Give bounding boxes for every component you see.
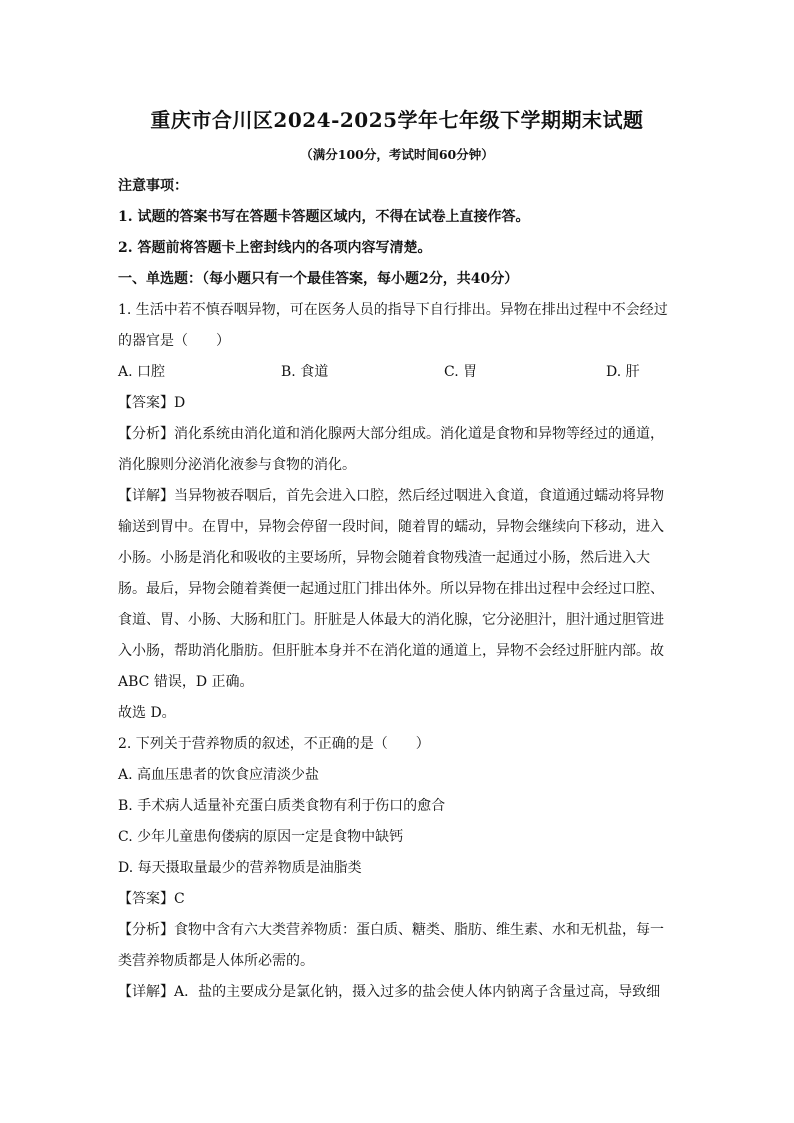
section-heading: 一、单选题：（每小题只有一个最佳答案，每小题2分，共40分） <box>118 271 519 287</box>
q2-analysis-line-1: 【分析】食物中含有六大类营养物质：蛋白质、糖类、脂肪、维生素、水和无机盐，每一 <box>118 922 664 938</box>
q1-conclusion: 故选 D。 <box>118 705 176 721</box>
notes-item-2: 2. 答题前将答题卡上密封线内的各项内容写清楚。 <box>118 240 432 256</box>
q1-option-c: C. 胃 <box>444 364 478 380</box>
q2-option-a: A. 高血压患者的饮食应清淡少盐 <box>118 767 320 783</box>
q1-detail-line-1: 【详解】当异物被吞咽后，首先会进入口腔，然后经过咽进入食道，食道通过蠕动将异物 <box>118 488 664 504</box>
q2-option-d: D. 每天摄取量最少的营养物质是油脂类 <box>118 860 362 876</box>
q1-option-b: B. 食道 <box>281 364 329 380</box>
q1-analysis-line-2: 消化腺则分泌消化液参与食物的消化。 <box>118 457 356 473</box>
q1-detail-line-5: 食道、胃、小肠、大肠和肛门。肝脏是人体最大的消化腺，它分泌胆汁，胆汁通过胆管进 <box>118 612 664 628</box>
q1-answer: 【答案】D <box>118 395 186 411</box>
q1-option-d: D. 肝 <box>606 364 640 380</box>
q1-detail-line-6: 入小肠，帮助消化脂肪。但肝脏本身并不在消化道的通道上，异物不会经过肝脏内部。故 <box>118 643 664 659</box>
page-subtitle: （满分100分，考试时间60分钟） <box>300 147 494 162</box>
q1-detail-line-2: 输送到胃中。在胃中，异物会停留一段时间，随着胃的蠕动，异物会继续向下移动，进入 <box>118 519 664 535</box>
q2-option-c: C. 少年儿童患佝偻病的原因一定是食物中缺钙 <box>118 829 404 845</box>
q2-stem: 2. 下列关于营养物质的叙述，不正确的是（ ） <box>118 736 430 752</box>
q1-detail-line-7: ABC 错误，D 正确。 <box>118 674 254 690</box>
q1-analysis-line-1: 【分析】消化系统由消化道和消化腺两大部分组成。消化道是食物和异物等经过的通道， <box>118 426 664 442</box>
q1-stem-line-2: 的器官是（ ） <box>118 333 230 349</box>
page-title: 重庆市合川区2024-2025学年七年级下学期期末试题 <box>150 108 644 132</box>
q2-analysis-line-2: 类营养物质都是人体所必需的。 <box>118 953 314 969</box>
notes-heading: 注意事项： <box>118 178 188 194</box>
q2-answer: 【答案】C <box>118 891 185 907</box>
q2-detail-line-1: 【详解】A．盐的主要成分是氯化钠，摄入过多的盐会使人体内钠离子含量过高，导致细 <box>118 984 661 1000</box>
notes-item-1: 1. 试题的答案书写在答题卡答题区域内，不得在试卷上直接作答。 <box>118 209 530 225</box>
q1-detail-line-4: 肠。最后，异物会随着粪便一起通过肛门排出体外。所以异物在排出过程中会经过口腔、 <box>118 581 664 597</box>
q1-option-a: A. 口腔 <box>118 364 166 380</box>
q1-stem-line-1: 1. 生活中若不慎吞咽异物，可在医务人员的指导下自行排出。异物在排出过程中不会经过 <box>118 302 668 318</box>
q2-option-b: B. 手术病人适量补充蛋白质类食物有利于伤口的愈合 <box>118 798 446 814</box>
q1-detail-line-3: 小肠。小肠是消化和吸收的主要场所，异物会随着食物残渣一起通过小肠，然后进入大 <box>118 550 650 566</box>
